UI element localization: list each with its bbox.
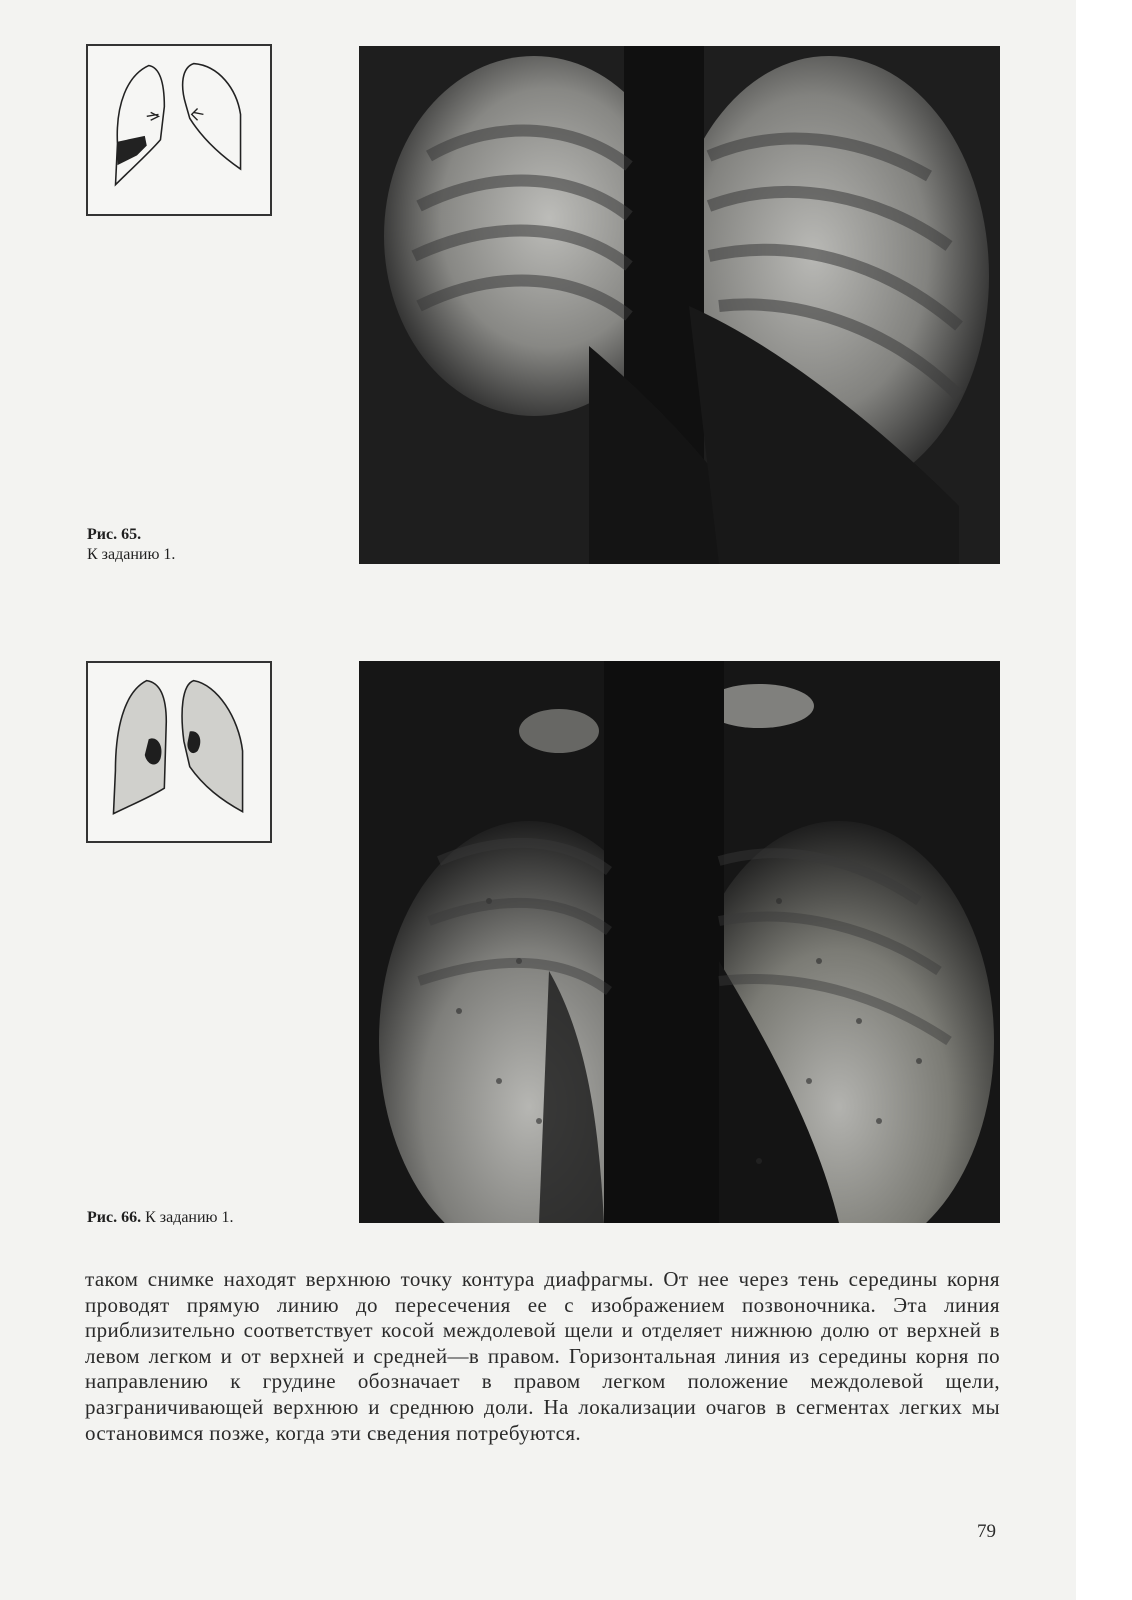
lung-schematic-icon: [88, 46, 270, 214]
page-margin: [1076, 0, 1132, 1600]
body-paragraph: таком снимке находят верхнюю точку контура диафрагмы. От нее через тень середины корня проводят прямую линию до пересечения ее с изображением позвоночника. Эта линия приблизительно соответствует косой междолевой щели и отделяет нижнюю долю от верхней в левом легком и от верхней и средней—в правом. Горизонтальная линия из середины корня по направлению к грудине обозначает в правом легком положение междолевой щели, разграничивающей верхнюю и среднюю доли. На локализации очагов в сегментах легких мы остановимся позже, когда эти сведения потребуются.: [85, 1267, 1000, 1445]
fig66-label: Рис. 66.: [87, 1209, 142, 1226]
fig65-caption-text: К заданию 1.: [87, 546, 176, 563]
fig66-caption-text: К заданию 1.: [145, 1209, 234, 1226]
fig65-xray-image: [359, 46, 1000, 564]
lung-schematic-icon: [88, 663, 270, 841]
fig65-lung-diagram: [86, 44, 272, 216]
fig65-label: Рис. 65.: [87, 526, 142, 543]
fig66-caption: [87, 1208, 234, 1228]
fig65-caption: [87, 525, 175, 565]
fig66-xray-image: [359, 661, 1000, 1223]
fig66-lung-diagram: [86, 661, 272, 843]
page-number: 79: [977, 1521, 996, 1542]
